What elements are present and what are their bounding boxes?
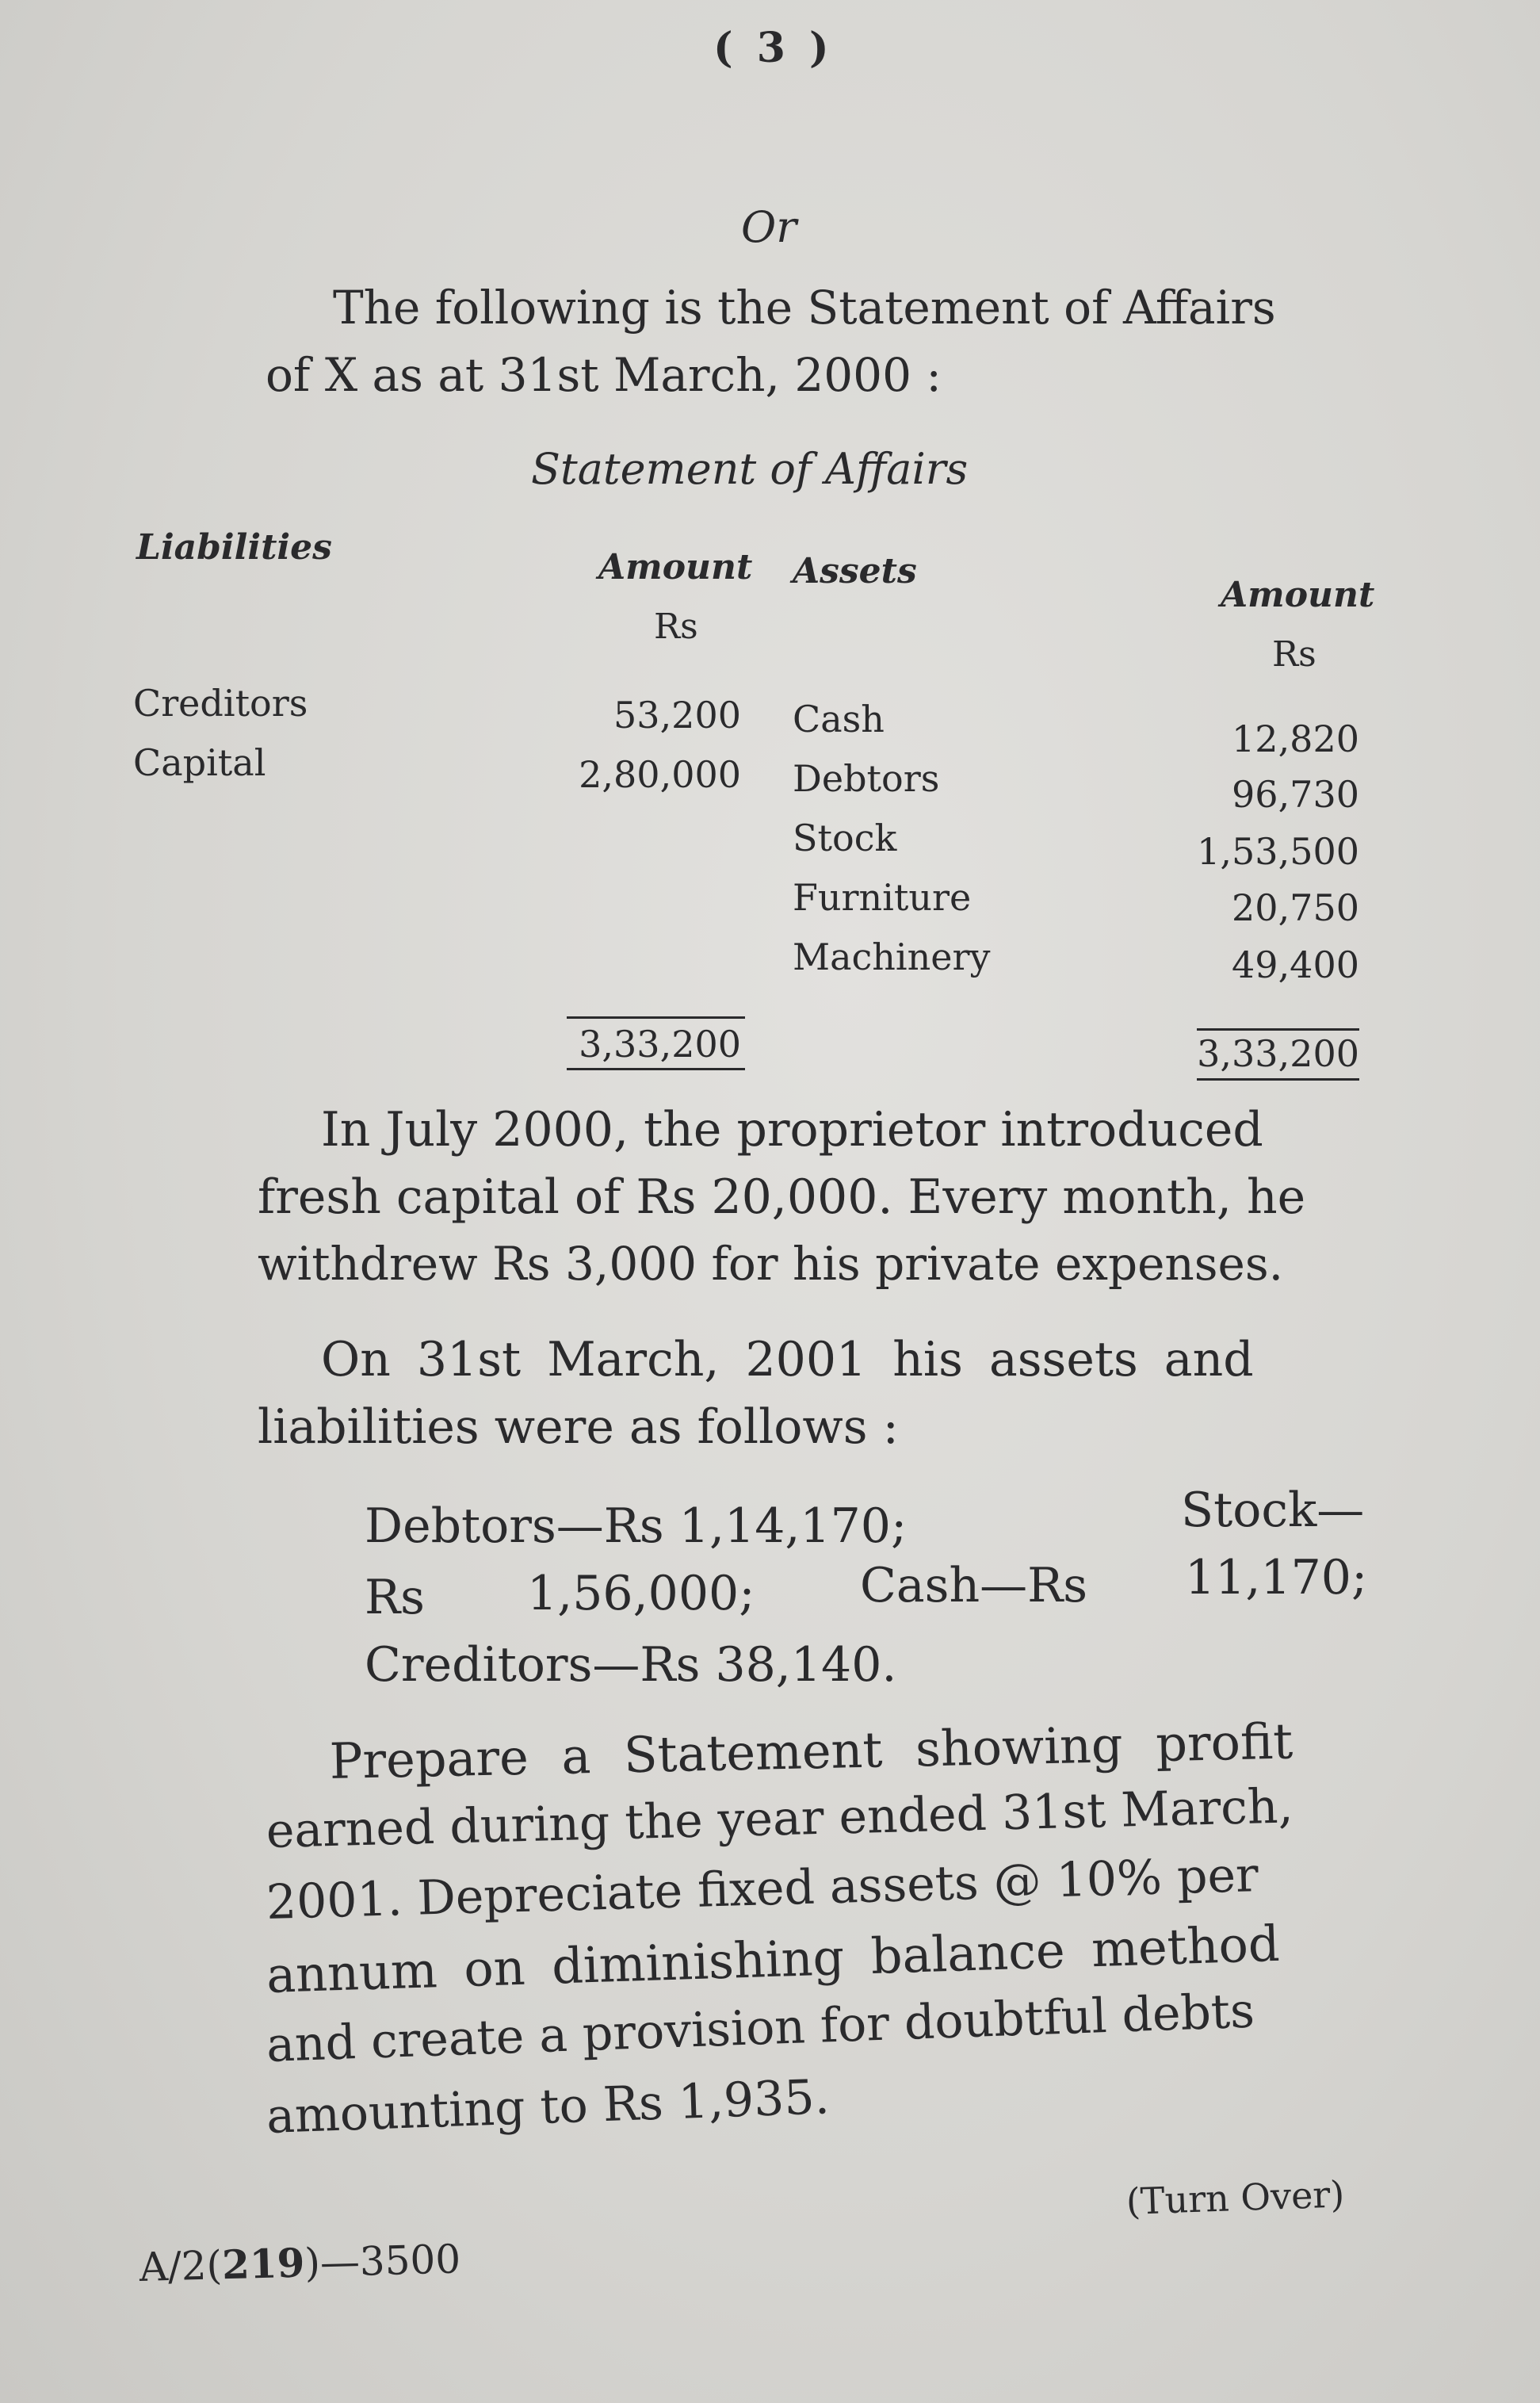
statement-title: Statement of Affairs: [531, 444, 969, 494]
liability-name-creditors: Creditors: [133, 682, 308, 725]
rs-right: Rs: [1272, 634, 1316, 675]
rs-left: Rs: [654, 606, 698, 647]
para2-line1: On 31st March, 2001 his assets and: [321, 1332, 1254, 1387]
paper-code-bold: 219: [221, 2239, 306, 2289]
para3-line6: amounting to Rs 1,935.: [266, 2069, 831, 2145]
list-line2-rs: Rs: [365, 1570, 425, 1625]
or-label: Or: [741, 202, 797, 252]
asset-amount-furniture: 20,750: [1232, 886, 1359, 929]
intro-line-2: of X as at 31st March, 2000 :: [266, 348, 942, 402]
para1-line3: withdrew Rs 3,000 for his private expenses.: [258, 1237, 1284, 1291]
liability-amount-capital: 2,80,000: [579, 753, 741, 796]
list-line2-cash: Cash—Rs: [860, 1558, 1088, 1613]
paper-code-prefix: A/2(: [139, 2242, 223, 2290]
asset-name-furniture: Furniture: [793, 876, 972, 919]
liability-name-capital: Capital: [133, 741, 266, 784]
turn-over-label: (Turn Over): [1125, 2172, 1346, 2223]
asset-amount-debtors: 96,730: [1232, 773, 1359, 816]
total-right: 3,33,200: [1197, 1032, 1359, 1075]
asset-amount-cash: 12,820: [1232, 717, 1359, 760]
list-line3: Creditors—Rs 38,140.: [365, 1637, 897, 1693]
list-line1-stock: Stock—: [1181, 1483, 1365, 1538]
asset-name-cash: Cash: [793, 698, 885, 740]
para3-line2: earned during the year ended 31st March,: [266, 1778, 1294, 1859]
total-left: 3,33,200: [579, 1023, 741, 1066]
list-line2-stock-value: 1,56,000;: [527, 1566, 755, 1621]
asset-name-stock: Stock: [793, 817, 897, 859]
liabilities-header: Liabilities: [136, 527, 332, 568]
para3-line4: annum on diminishing balance method: [266, 1914, 1281, 2004]
para3-line3: 2001. Depreciate fixed assets @ 10% per: [266, 1847, 1259, 1930]
liability-amount-creditors: 53,200: [613, 694, 741, 737]
total-rule-top-left: [567, 1016, 745, 1019]
total-rule-bottom-right: [1197, 1078, 1359, 1081]
amount-header-left: Amount: [598, 547, 753, 587]
page-number: ( 3 ): [713, 24, 834, 72]
para1-line2: fresh capital of Rs 20,000. Every month, he: [258, 1169, 1306, 1225]
asset-amount-machinery: 49,400: [1232, 943, 1359, 986]
para2-line2: liabilities were as follows :: [258, 1399, 899, 1455]
paper-code: [139, 2235, 461, 2290]
asset-name-debtors: Debtors: [793, 757, 940, 800]
assets-header: Assets: [793, 551, 917, 591]
asset-name-machinery: Machinery: [793, 936, 991, 978]
list-line1: Debtors—Rs 1,14,170;: [365, 1498, 908, 1554]
para3-line1: Prepare a Statement showing profit: [329, 1712, 1294, 1790]
para1-line1: In July 2000, the proprietor introduced: [321, 1102, 1263, 1157]
paper-code-suffix: )—3500: [304, 2236, 461, 2286]
amount-header-right: Amount: [1221, 575, 1375, 615]
para3-line5: and create a provision for doubtful debts: [266, 1983, 1255, 2073]
total-rule-bottom-left: [567, 1068, 745, 1070]
asset-amount-stock: 1,53,500: [1197, 830, 1359, 873]
intro-line-1: The following is the Statement of Affairs: [333, 281, 1276, 335]
list-line2-cash-value: 11,170;: [1185, 1550, 1368, 1605]
total-rule-top-right: [1197, 1028, 1359, 1031]
